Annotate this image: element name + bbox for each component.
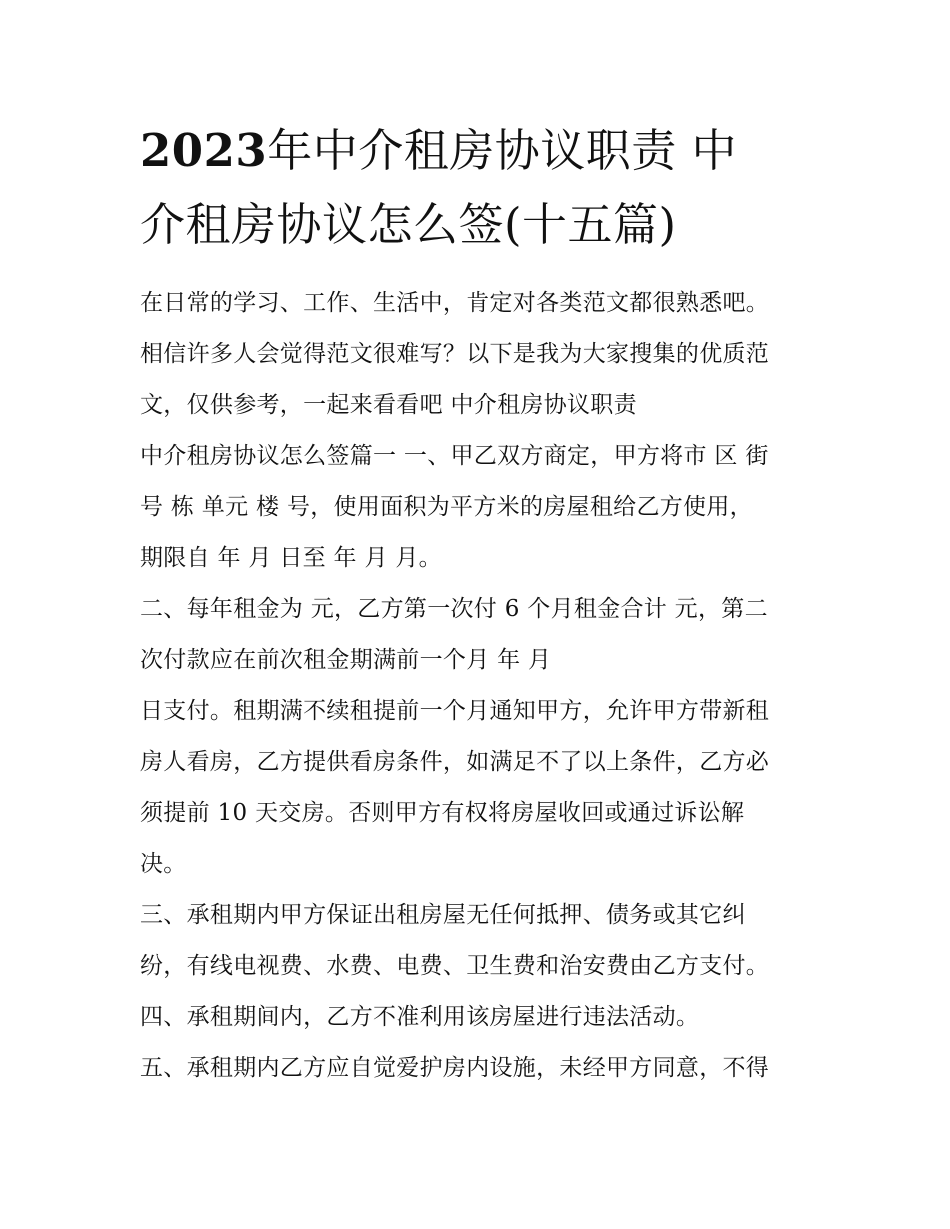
body-line: 文，仅供参考，一起来看看吧 中介租房协议职责 [140,392,637,418]
body-line: 号 栋 单元 楼 号，使用面积为平方米的房屋租给乙方使用， [140,494,753,520]
body-line: 二、每年租金为 元，乙方第一次付 6 个月租金合计 元，第二 [140,596,768,622]
body-line: 纷，有线电视费、水费、电费、卫生费和治安费由乙方支付。 [140,953,770,979]
body-line: 决。 [140,851,187,877]
body-line: 期限自 年 月 日至 年 月 月。 [140,545,442,571]
document-title [140,114,820,262]
body-line: 日支付。租期满不续租提前一个月通知甲方，允许甲方带新租 [140,698,770,724]
body-line: 五、承租期内乙方应自觉爱护房内设施，未经甲方同意，不得 [140,1055,770,1081]
title-line-2: 介租房协议怎么签(十五篇) [140,198,677,251]
body-line: 中介租房协议怎么签篇一 一、甲乙双方商定，甲方将市 区 街 [140,443,769,469]
title-line-1 [140,124,737,177]
title-year: 2023 [140,124,268,177]
body-line: 须提前 10 天交房。否则甲方有权将房屋收回或通过诉讼解 [140,800,745,826]
body-line: 相信许多人会觉得范文很难写？以下是我为大家搜集的优质范 [140,341,770,367]
body-line: 三、承租期内甲方保证出租房屋无任何抵押、债务或其它纠 [140,902,746,928]
body-line: 房人看房，乙方提供看房条件，如满足不了以上条件，乙方必 [140,749,770,775]
body-line: 次付款应在前次租金期满前一个月 年 月 [140,647,552,673]
body-line: 在日常的学习、工作、生活中，肯定对各类范文都很熟悉吧。 [140,290,770,316]
title-line-1-text: 年中介租房协议职责 中 [267,124,738,177]
body-line: 四、承租期间内，乙方不准利用该房屋进行违法活动。 [140,1004,700,1030]
document-body [140,278,820,1094]
